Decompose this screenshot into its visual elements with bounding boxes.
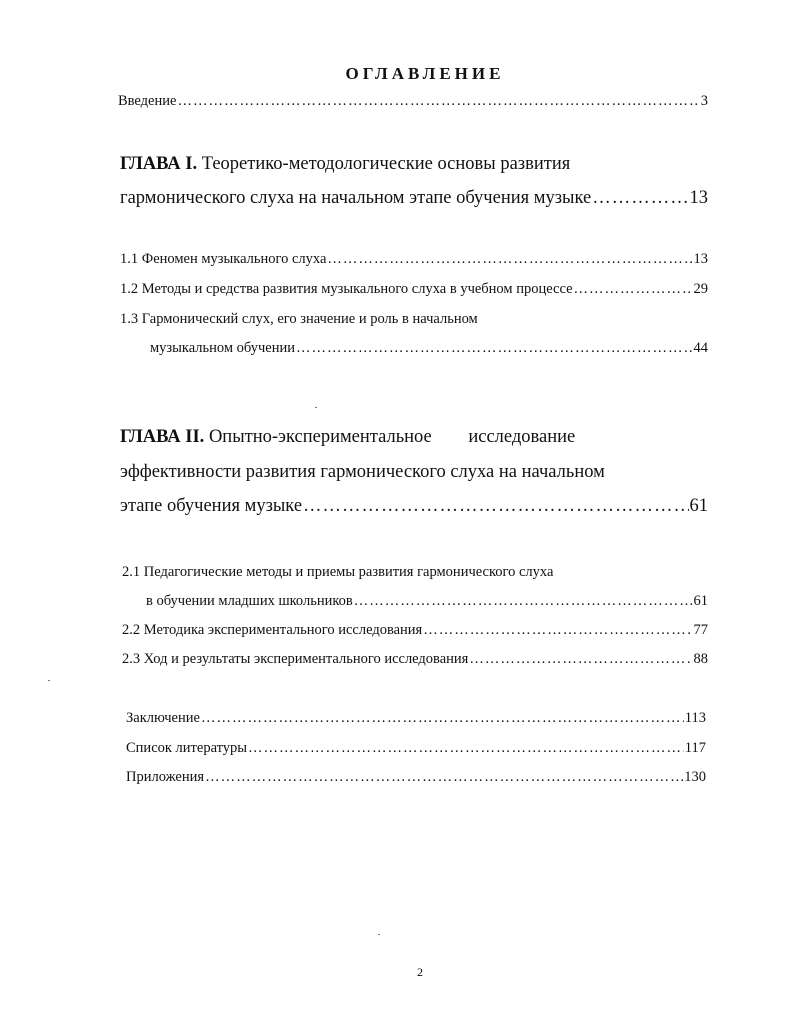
leader-dots (423, 622, 692, 639)
chapter1-heading (120, 154, 570, 175)
toc-entry-1-3-line1: 1.3 Гармонический слух, его значение и роль в начальном (120, 311, 478, 327)
toc-entry-appendices (126, 769, 706, 786)
toc-entry-page: 77 (693, 622, 708, 638)
leader-dots (201, 710, 684, 727)
leader-dots (469, 651, 692, 668)
chapter2-title-line2: эффективности развития гармонического слуха на начальном (120, 462, 605, 482)
chapter2-title-line3: этапе обучения музыке (120, 496, 303, 516)
leader-dots (248, 740, 684, 757)
toc-entry-chapter1 (120, 188, 708, 209)
toc-entry-1-2 (120, 281, 708, 298)
scan-speck (48, 680, 50, 681)
toc-entry-page: 29 (693, 281, 708, 297)
toc-entry-page: 113 (684, 710, 706, 726)
toc-entry-label: 1.2 Методы и средства развития музыкального слуха в учебном процессе (120, 281, 573, 297)
page-number: 2 (417, 965, 423, 979)
leader-dots (303, 496, 688, 517)
toc-entry-conclusion (126, 710, 706, 727)
toc-entry-label: Список литературы (126, 740, 248, 756)
chapter2-title-line1a: Опытно-экспериментальное (208, 427, 432, 447)
leader-dots (354, 593, 693, 610)
toc-entry-page: 130 (684, 769, 706, 785)
chapter1-title-line1: Теоретико-методологические основы развития (201, 154, 571, 174)
toc-entry-label: Заключение (126, 710, 200, 726)
leader-dots (177, 93, 699, 110)
toc-entry-intro (118, 93, 708, 110)
toc-entry-2-2 (122, 622, 708, 639)
toc-entry-chapter2 (120, 496, 708, 517)
toc-entry-label: в обучении младших школьников (146, 593, 353, 609)
toc-entry-label: 1.1 Феномен музыкального слуха (120, 251, 327, 267)
leader-dots (574, 281, 693, 298)
toc-entry-1-3 (150, 340, 708, 357)
toc-entry-label: Приложения (126, 769, 205, 785)
toc-entry-label: 2.2 Методика экспериментального исследования (122, 622, 423, 638)
toc-entry-page: 61 (689, 496, 708, 516)
toc-entry-page: 117 (684, 740, 706, 756)
leader-dots (327, 251, 692, 268)
toc-entry-2-1 (146, 593, 708, 610)
chapter1-prefix: ГЛАВА I. (120, 154, 198, 174)
toc-entry-page: 88 (693, 651, 708, 667)
toc-entry-2-1-line1: 2.1 Педагогические методы и приемы развития гармонического слуха (122, 564, 554, 580)
chapter1-title-line2: гармонического слуха на начальном этапе обучения музыке (120, 188, 592, 208)
toc-entry-page: 44 (693, 340, 708, 356)
toc-entry-2-3 (122, 651, 708, 668)
leader-dots (592, 188, 688, 209)
chapter2-prefix: ГЛАВА II. (120, 427, 205, 447)
chapter2-title-line1b: исследование (468, 427, 576, 447)
leader-dots (296, 340, 693, 357)
toc-entry-label: 2.3 Ход и результаты экспериментального исследования (122, 651, 469, 667)
chapter2-heading (120, 427, 575, 448)
toc-entry-1-1 (120, 251, 708, 268)
toc-entry-page: 13 (693, 251, 708, 267)
scan-speck (378, 934, 380, 935)
page-title: ОГЛАВЛЕНИЕ (345, 64, 505, 83)
toc-entry-label: музыкальном обучении (150, 340, 295, 356)
toc-entry-label: Введение (118, 93, 177, 109)
leader-dots (205, 769, 683, 786)
toc-entry-page: 61 (693, 593, 708, 609)
toc-entry-page: 3 (700, 93, 708, 109)
scan-speck (315, 407, 317, 408)
toc-entry-page: 13 (689, 188, 708, 208)
toc-entry-references (126, 740, 706, 757)
